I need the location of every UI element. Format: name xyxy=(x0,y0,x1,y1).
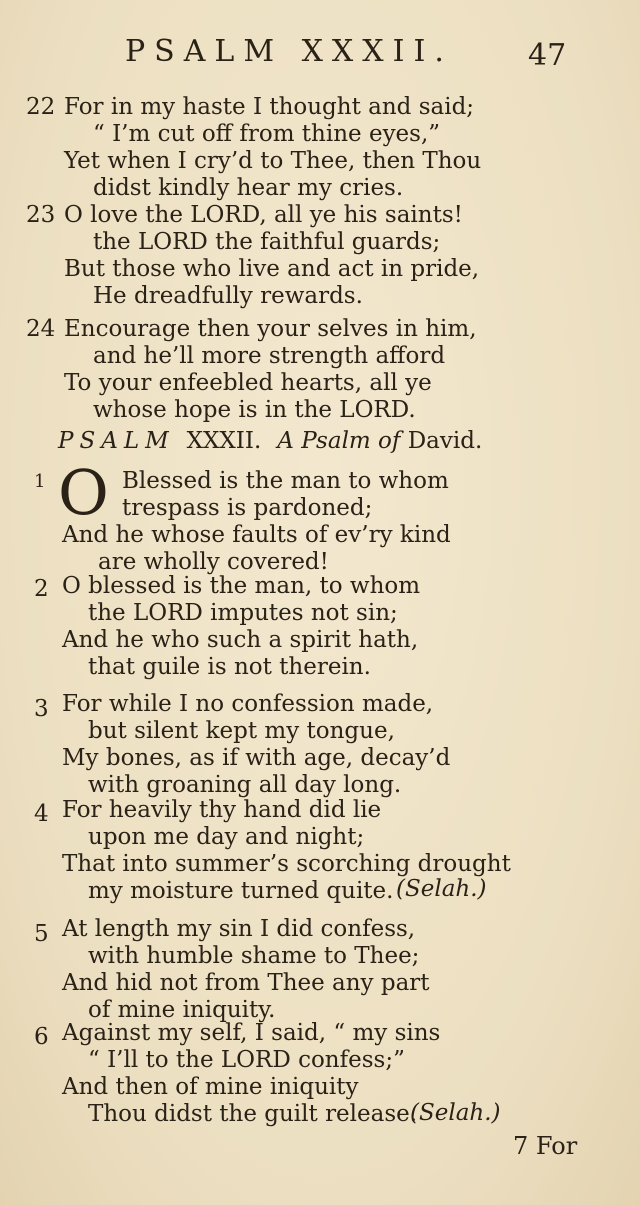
verse-line: “ I’ll to the LORD confess;” xyxy=(88,1047,405,1073)
verse-line: are wholly covered! xyxy=(98,549,329,575)
verse-line: Encourage then your selves in him, xyxy=(64,316,477,342)
running-head: PSALM XXXII. xyxy=(125,34,453,69)
verse-line: and he’ll more strength afford xyxy=(93,343,446,369)
verse-line: didst kindly hear my cries. xyxy=(93,175,404,201)
verse-line: For heavily thy hand did lie xyxy=(62,797,382,823)
verse-line: of mine iniquity. xyxy=(88,997,276,1023)
verse-number: 5 xyxy=(34,921,49,947)
verse-line: My bones, as if with age, decay’d xyxy=(62,745,451,771)
verse-number: 4 xyxy=(34,801,49,827)
verse-line: That into summer’s scorching drought xyxy=(62,851,511,877)
verse-line: And then of mine iniquity xyxy=(62,1074,359,1100)
verse-line: trespass is pardoned; xyxy=(122,495,373,521)
verse-line: He dreadfully rewards. xyxy=(93,283,363,309)
selah-mark: (Selah.) xyxy=(410,1100,501,1126)
psalm-number: XXXII. xyxy=(186,428,262,454)
verse-line: For while I no confession made, xyxy=(62,691,434,717)
verse-line: At length my sin I did confess, xyxy=(62,916,416,942)
selah-mark: (Selah.) xyxy=(396,876,487,902)
verse-line: But those who live and act in pride, xyxy=(64,256,480,282)
verse-line: that guile is not therein. xyxy=(88,654,371,680)
catchword: 7 For xyxy=(513,1132,578,1160)
verse-number: 3 xyxy=(34,696,49,722)
verse-line: whose hope is in the LORD. xyxy=(93,397,416,423)
verse-line: And he who such a spirit hath, xyxy=(62,627,419,653)
verse-line: O love the LORD, all ye his saints! xyxy=(64,202,463,228)
psalm-word: PSALM xyxy=(58,428,175,454)
verse-line: the LORD the faithful guards; xyxy=(93,229,441,255)
verse-number: 24 xyxy=(26,316,56,342)
verse-number: 22 xyxy=(26,94,56,120)
verse-line: with humble shame to Thee; xyxy=(88,943,420,969)
verse-line: with groaning all day long. xyxy=(88,772,402,798)
verse-number: 6 xyxy=(34,1024,49,1050)
verse-number: 1 xyxy=(34,471,46,492)
verse-line: my moisture turned quite. xyxy=(88,878,394,904)
psalm-subtitle: A Psalm of xyxy=(277,428,401,454)
verse-line: the LORD imputes not sin; xyxy=(88,600,398,626)
verse-line: upon me day and night; xyxy=(88,824,365,850)
verse-line: O blessed is the man, to whom xyxy=(62,573,421,599)
verse-line: Thou didst the guilt release. xyxy=(88,1101,418,1127)
verse-line: Blessed is the man to whom xyxy=(122,468,449,494)
verse-line: And he whose faults of ev’ry kind xyxy=(62,522,451,548)
psalm-attribution: David. xyxy=(407,428,483,454)
verse-line: Yet when I cry’d to Thee, then Thou xyxy=(64,148,482,174)
verse-line: To your enfeebled hearts, all ye xyxy=(64,370,432,396)
verse-number: 2 xyxy=(34,576,49,602)
verse-line: And hid not from Thee any part xyxy=(62,970,430,996)
verse-line: “ I’m cut off from thine eyes,” xyxy=(93,121,441,147)
verse-line: Against my self, I said, “ my sins xyxy=(62,1020,441,1046)
psalm-heading xyxy=(58,428,482,454)
verse-line: but silent kept my tongue, xyxy=(88,718,395,744)
verse-number: 23 xyxy=(26,202,56,228)
drop-cap: O xyxy=(58,456,109,529)
page-number: 47 xyxy=(528,38,567,73)
verse-line: For in my haste I thought and said; xyxy=(64,94,475,120)
